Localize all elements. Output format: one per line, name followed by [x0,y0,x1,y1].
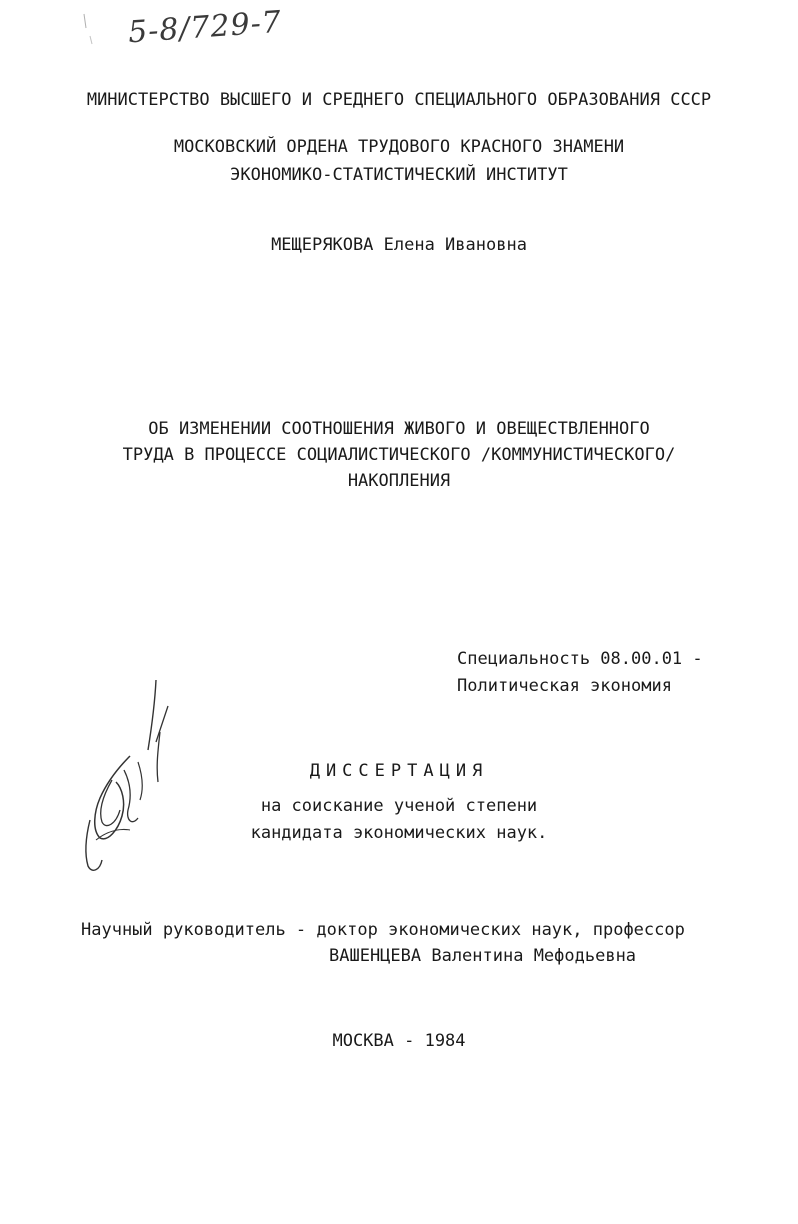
dissertation-purpose-line-2: кандидата экономических наук. [250,823,548,843]
supervisor-line-1: Научный руководитель - доктор экономических наук, профессор [81,920,685,940]
title-line-3: НАКОПЛЕНИЯ [347,471,451,491]
archive-code: 5-8/729-7 [126,4,283,51]
dissertation-purpose-line-1: на соискание ученой степени [260,796,538,816]
author-name: МЕЩЕРЯКОВА Елена Ивановна [271,235,527,255]
pencil-marks-icon [70,10,120,70]
institute-line-1: МОСКОВСКИЙ ОРДЕНА ТРУДОВОГО КРАСНОГО ЗНАМЕНИ [173,137,625,157]
title-line-2: ТРУДА В ПРОЦЕССЕ СОЦИАЛИСТИЧЕСКОГО /КОММУНИСТИЧЕСКОГО/ [122,445,676,465]
specialty-name: Политическая экономия [457,676,672,696]
title-line-1: ОБ ИЗМЕНЕНИИ СООТНОШЕНИЯ ЖИВОГО И ОВЕЩЕСТВЛЕННОГО [148,419,650,439]
supervisor-name: ВАШЕНЦЕВА Валентина Мефодьевна [329,946,637,966]
specialty-code: Специальность 08.00.01 - [457,649,703,669]
ministry-heading: МИНИСТЕРСТВО ВЫСШЕГО И СРЕДНЕГО СПЕЦИАЛЬНОГО ОБРАЗОВАНИЯ СССР [86,90,712,110]
institute-line-2: ЭКОНОМИКО-СТАТИСТИЧЕСКИЙ ИНСТИТУТ [230,165,568,185]
city-year: МОСКВА - 1984 [332,1031,466,1051]
dissertation-heading: ДИССЕРТАЦИЯ [309,761,489,781]
